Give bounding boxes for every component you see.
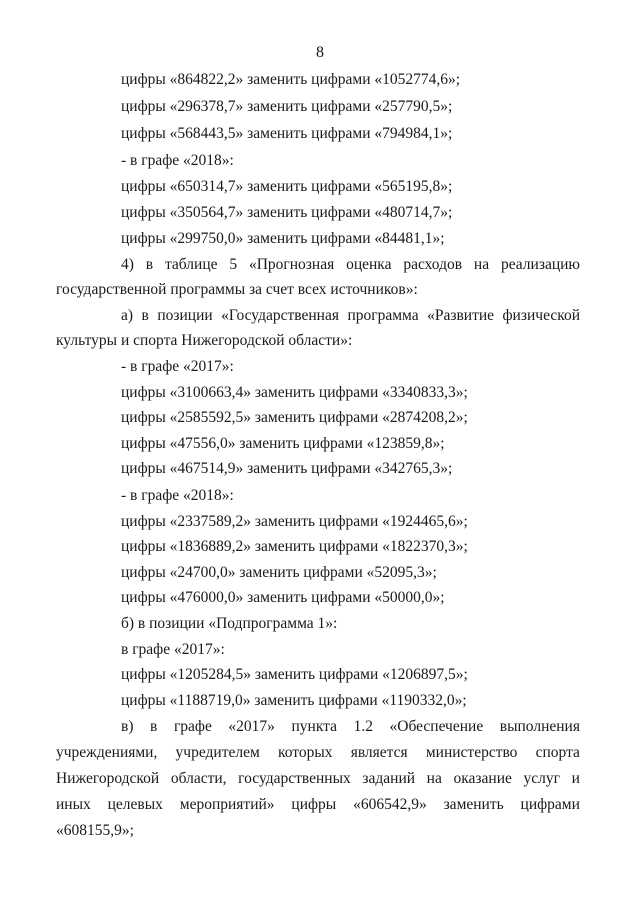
word: услуг — [523, 770, 560, 787]
text-line: цифры «296378,7» заменить цифрами «257790,5»; — [121, 98, 453, 115]
word: графе — [173, 718, 212, 735]
word: пункта — [291, 718, 337, 735]
word: которых — [277, 744, 333, 761]
word: государственных — [238, 770, 351, 787]
word: заданий — [362, 770, 416, 787]
word: 1.2 — [353, 718, 373, 735]
paragraph-v-line-5: «608155,9»; — [56, 822, 134, 839]
text-line: цифры «476000,0» заменить цифрами «50000,0»; — [121, 589, 445, 606]
word: и — [571, 770, 580, 787]
page-number: 8 — [316, 44, 324, 61]
text-line: цифры «3100663,4» заменить цифрами «3340833,3»; — [121, 384, 468, 401]
word: является — [350, 744, 408, 761]
text-line: цифры «2585592,5» заменить цифрами «2874208,2»; — [121, 409, 468, 426]
text-line: б) в позиции «Подпрограмма 1»: — [121, 615, 338, 632]
text-line: цифры «650314,7» заменить цифрами «565195,8»; — [121, 178, 453, 195]
word: на — [426, 770, 442, 787]
word: оказание — [453, 770, 512, 787]
word: заменить — [443, 796, 504, 813]
word: цифрами — [520, 796, 580, 813]
word: учреждениями, — [56, 744, 158, 761]
paragraph-v-line-3 — [56, 769, 580, 789]
word: области, — [170, 770, 227, 787]
paragraph-v-line-1 — [121, 717, 580, 737]
word: мероприятий» — [179, 796, 275, 813]
word: «606542,9» — [353, 796, 427, 813]
text-line: цифры «864822,2» заменить цифрами «1052774,6»; — [121, 71, 461, 88]
text-line: цифры «568443,5» заменить цифрами «794984,1»; — [121, 125, 453, 142]
text-line: в графе «2017»: — [121, 641, 225, 658]
word: выполнения — [499, 718, 580, 735]
text-line: цифры «467514,9» заменить цифрами «342765,3»; — [121, 460, 453, 477]
text-line: - в графе «2018»: — [121, 152, 234, 169]
paragraph-a-line-2: культуры и спорта Нижегородской области»: — [56, 332, 353, 349]
word: «2017» — [228, 718, 275, 735]
word: спорта — [535, 744, 580, 761]
text-line: цифры «47556,0» заменить цифрами «123859,8»; — [121, 435, 445, 452]
text-line: цифры «1205284,5» заменить цифрами «1206897,5»; — [121, 666, 468, 683]
text-line: - в графе «2017»: — [121, 358, 234, 375]
text-line: цифры «299750,0» заменить цифрами «84481,1»; — [121, 230, 445, 247]
word: целевых — [107, 796, 163, 813]
text-line: цифры «1836889,2» заменить цифрами «1822370,3»; — [121, 538, 468, 555]
word: в) — [121, 718, 134, 735]
paragraph-4-line-1: 4) в таблице 5 «Прогнозная оценка расходов на реализацию — [121, 256, 580, 273]
word: министерство — [425, 744, 518, 761]
text-line: цифры «24700,0» заменить цифрами «52095,3»; — [121, 564, 437, 581]
text-line: - в графе «2018»: — [121, 487, 234, 504]
paragraph-v-line-4 — [56, 795, 580, 815]
text-line: цифры «350564,7» заменить цифрами «480714,7»; — [121, 204, 453, 221]
word: учредителем — [175, 744, 260, 761]
paragraph-a-line-1: а) в позиции «Государственная программа «Развитие физической — [121, 307, 580, 324]
word: «Обеспечение — [389, 718, 484, 735]
paragraph-v-line-2 — [56, 743, 580, 763]
word: цифры — [291, 796, 337, 813]
paragraph-4-line-2: государственной программы за счет всех источников»: — [56, 281, 418, 298]
word: иных — [56, 796, 91, 813]
text-line: цифры «2337589,2» заменить цифрами «1924465,6»; — [121, 513, 468, 530]
text-line: цифры «1188719,0» заменить цифрами «1190332,0»; — [121, 692, 467, 709]
word: в — [150, 718, 158, 735]
word: Нижегородской — [56, 770, 160, 787]
